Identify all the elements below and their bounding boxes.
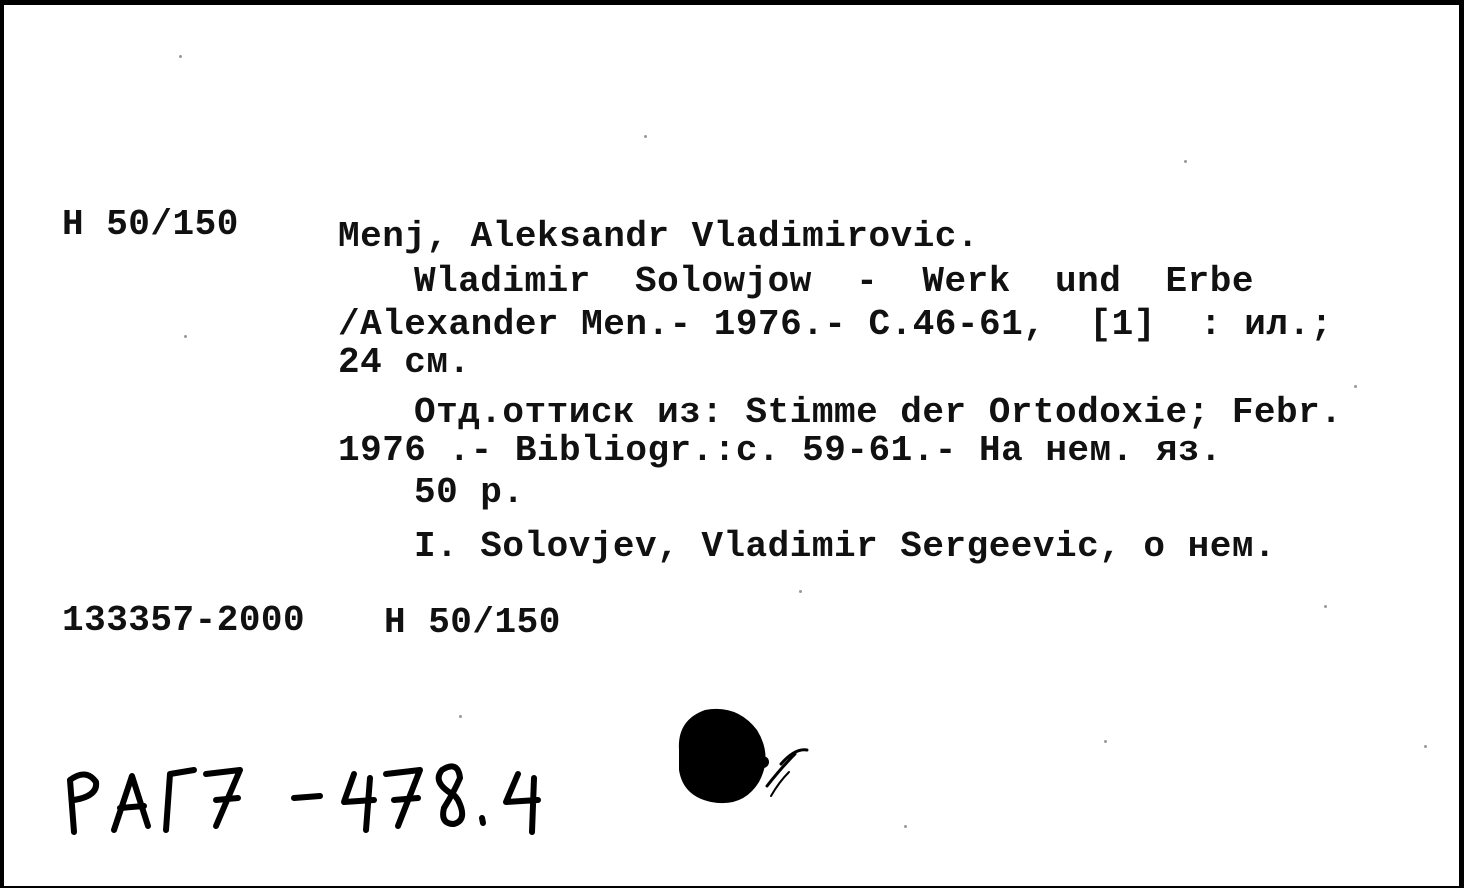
scan-speck — [459, 715, 462, 718]
accession-number: 133357-2000 — [62, 600, 306, 641]
price-line: 50 p. — [414, 472, 525, 513]
handwritten-code — [56, 750, 576, 850]
scan-speck — [179, 55, 182, 58]
title-line-1: Wladimir Solowjow - Werk und Erbe — [414, 261, 1254, 302]
title-line-2: /Alexander Men.- 1976.- C.46-61, [1] : ил.; — [338, 304, 1333, 345]
punch-hole — [659, 700, 819, 820]
author-heading: Menj, Aleksandr Vladimirovic. — [338, 216, 980, 257]
scan-speck — [644, 135, 647, 138]
scan-speck — [799, 590, 802, 593]
note-line-2: 1976 .- Bibliogr.:c. 59-61.- На нем. яз. — [338, 430, 1223, 471]
scan-speck — [1424, 745, 1427, 748]
note-line-1: Отд.оттиск из: Stimme der Ortodoxie; Febr. — [414, 392, 1343, 433]
scan-speck — [1354, 385, 1357, 388]
scan-speck — [904, 825, 907, 828]
dimensions-line: 24 см. — [338, 342, 471, 383]
subject-line: I. Solovjev, Vladimir Sergeevic, о нем. — [414, 526, 1277, 567]
shelf-mark-top: H 50/150 — [62, 204, 239, 245]
scan-speck — [184, 335, 187, 338]
scan-speck — [1324, 605, 1327, 608]
scan-speck — [1104, 740, 1107, 743]
scan-speck — [1184, 160, 1187, 163]
shelf-mark-bottom: H 50/150 — [384, 602, 561, 643]
